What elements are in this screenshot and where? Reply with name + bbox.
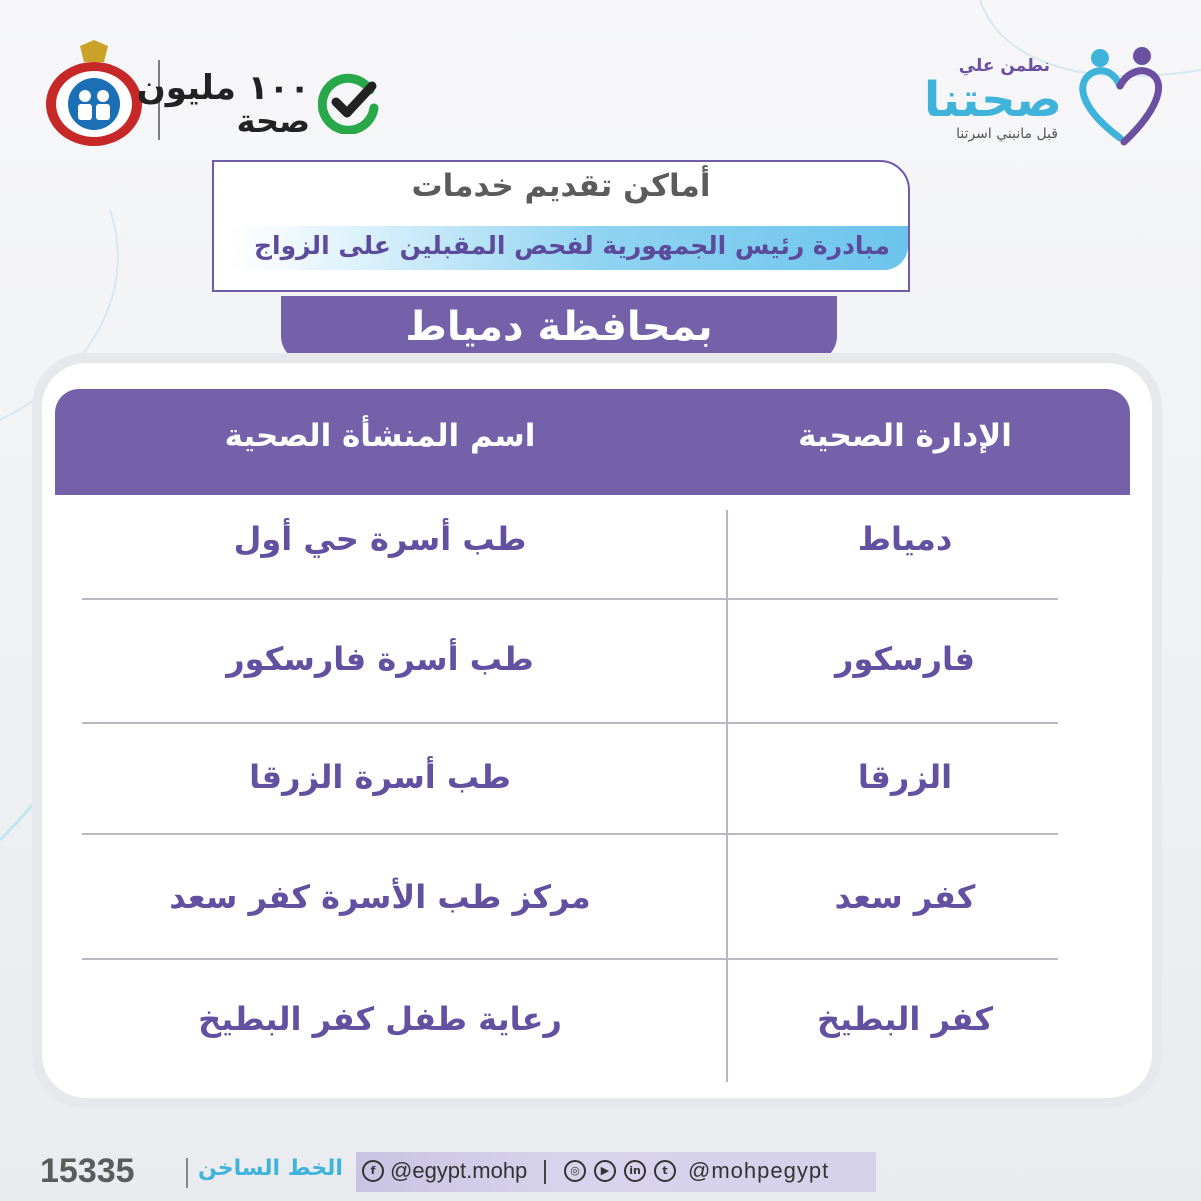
title-line2: مبادرة رئيس الجمهورية لفحص المقبلين على الزواج (254, 231, 890, 260)
hotline (40, 1150, 343, 1194)
table-row-admin: كفر البطيخ (816, 1000, 994, 1038)
title-line3: بمحافظة دمياط (405, 304, 713, 350)
ministry-logo (40, 38, 148, 148)
heart-logo-icon (1070, 38, 1170, 148)
instagram-icon[interactable]: ◎ (564, 1160, 586, 1182)
table-row-facility: طب أسرة حي أول (233, 520, 527, 558)
table-row-admin: كفر سعد (834, 878, 976, 916)
title-line2-banner (230, 226, 908, 270)
social-handle[interactable]: @mohpegypt (688, 1158, 830, 1183)
table-row-facility: رعاية طفل كفر البطيخ (198, 1000, 562, 1038)
campaign-line1: ١٠٠ مليون (136, 68, 310, 108)
table-row-facility: مركز طب الأسرة كفر سعد (169, 878, 591, 916)
row-divider (82, 722, 1058, 724)
hotline-label: الخط الساخن (198, 1156, 343, 1181)
table-row-facility: طب أسرة فارسكور (226, 640, 534, 678)
ministry-emblem-icon (40, 38, 148, 148)
social-divider (544, 1160, 546, 1184)
row-divider (82, 833, 1058, 835)
linkedin-icon[interactable]: in (624, 1160, 646, 1182)
checkmark-icon (318, 72, 380, 134)
header-admin: الإدارة الصحية (798, 418, 1012, 454)
campaign-line2: صحة (236, 102, 310, 140)
hotline-number: 15335 (40, 1152, 135, 1190)
youtube-icon[interactable]: ▶ (594, 1160, 616, 1182)
social-bar (356, 1152, 876, 1192)
table-row-admin: دمياط (857, 520, 953, 558)
row-divider (82, 958, 1058, 960)
facebook-handle[interactable]: @egypt.mohp (390, 1158, 528, 1183)
header-facility: اسم المنشأة الصحية (224, 418, 536, 454)
brand-top-text: نطمن علي (958, 56, 1050, 76)
hotline-divider (186, 1158, 188, 1188)
brand-logo (880, 28, 1170, 158)
table-row-admin: الزرقا (857, 758, 953, 796)
row-divider (82, 598, 1058, 600)
facebook-icon[interactable]: f (362, 1160, 384, 1182)
table-row-admin: فارسكور (835, 640, 975, 678)
column-divider (726, 510, 728, 1082)
brand-sub-text: قبل مانبني اسرتنا (956, 126, 1058, 142)
brand-main-text: صحتنا (923, 72, 1062, 128)
campaign-logo (136, 68, 380, 140)
title-line1: أماكن تقديم خدمات (411, 168, 711, 204)
twitter-icon[interactable]: t (654, 1160, 676, 1182)
title-line3-banner (281, 296, 837, 362)
table-row-facility: طب أسرة الزرقا (249, 758, 511, 796)
